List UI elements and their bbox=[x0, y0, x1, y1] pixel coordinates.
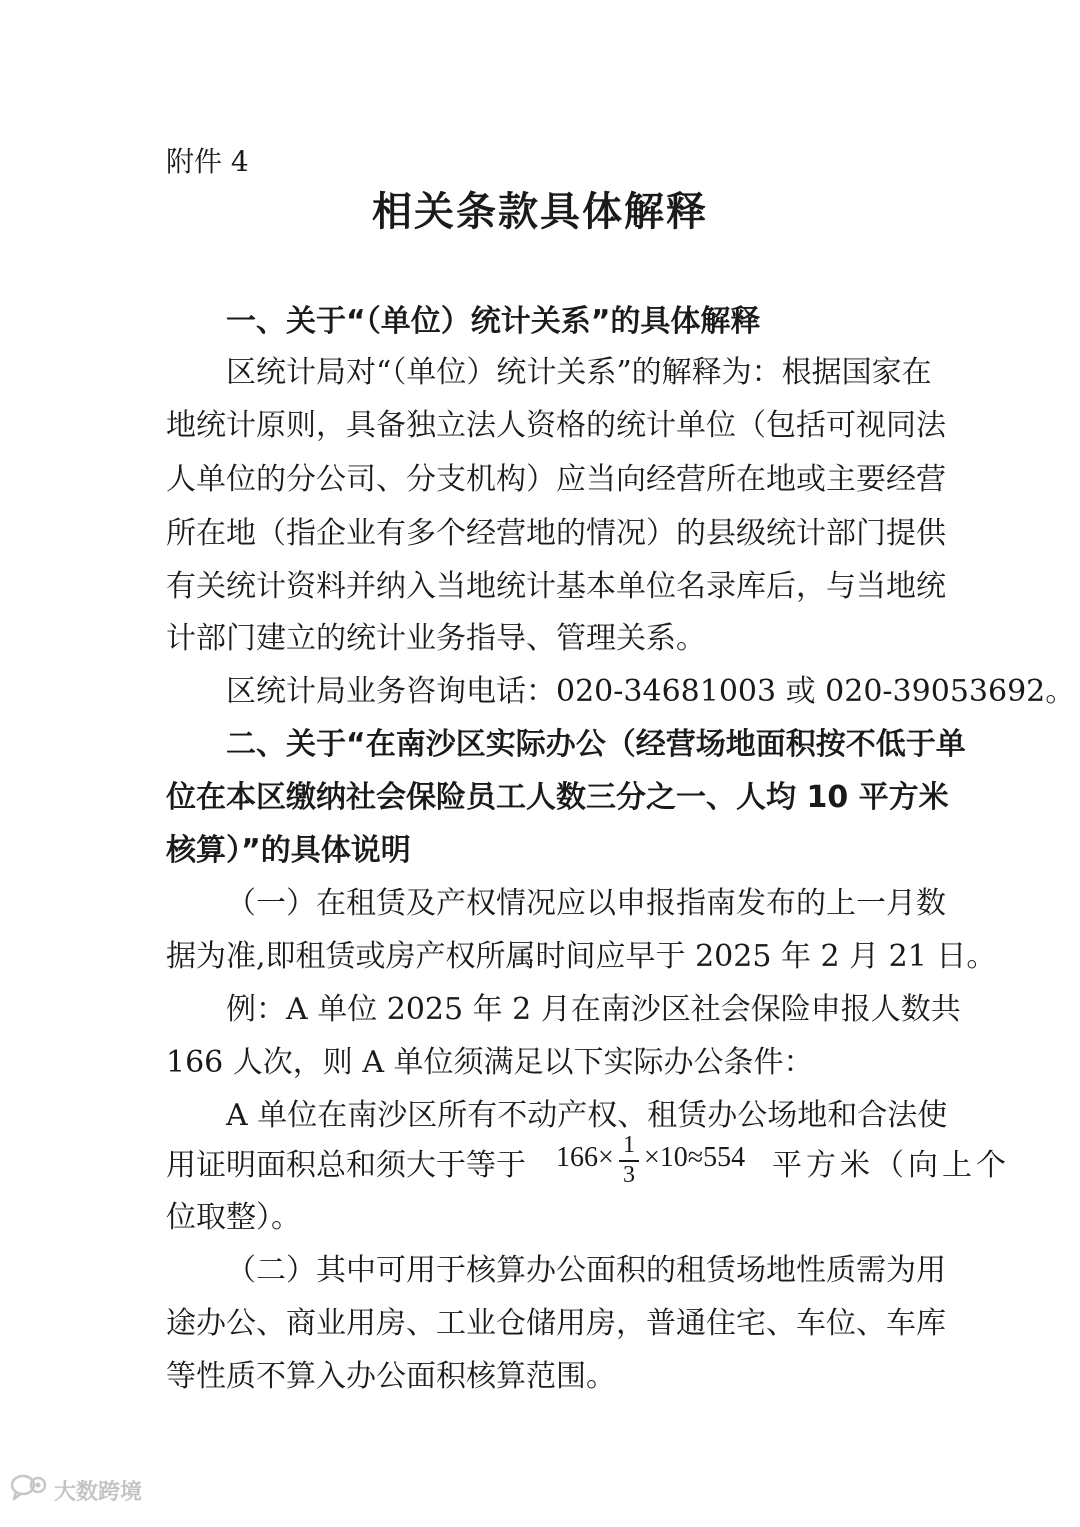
fraction-numerator: 1 bbox=[623, 1132, 635, 1158]
watermark bbox=[10, 1470, 142, 1510]
formula-line bbox=[166, 1132, 1010, 1192]
section2-heading-line: 位在本区缴纳社会保险员工人数三分之一、人均 10 平方米 bbox=[166, 780, 949, 815]
section1-paragraph-line: 人单位的分公司、分支机构）应当向经营所在地或主要经营 bbox=[166, 462, 946, 497]
attachment-label: 附件 4 bbox=[166, 145, 249, 178]
formula-left: 166× bbox=[556, 1142, 614, 1173]
item2-line: 途办公、商业用房、工业仓储用房，普通住宅、车位、车库 bbox=[166, 1306, 946, 1341]
section1-paragraph-line: 所在地（指企业有多个经营地的情况）的县级统计部门提供 bbox=[166, 516, 946, 551]
watermark-text: 大数跨境 bbox=[54, 1479, 143, 1505]
item2-line: （二）其中可用于核算办公面积的租赁场地性质需为用 bbox=[226, 1253, 946, 1288]
requirement-line: A 单位在南沙区所有不动产权、租赁办公场地和合法使 bbox=[226, 1098, 948, 1133]
requirement-line: 位取整）。 bbox=[166, 1200, 301, 1235]
chat-bubble-logo-icon bbox=[10, 1472, 50, 1508]
section1-paragraph-line: 计部门建立的统计业务指导、管理关系。 bbox=[166, 621, 706, 656]
formula-prefix: 用证明面积总和须大于等于 bbox=[166, 1148, 526, 1183]
formula-fraction bbox=[618, 1132, 640, 1190]
fraction-denominator: 3 bbox=[623, 1162, 635, 1188]
example-line: 166 人次，则 A 单位须满足以下实际办公条件： bbox=[166, 1045, 814, 1080]
document-title: 相关条款具体解释 bbox=[372, 189, 708, 235]
section1-paragraph-line: 有关统计资料并纳入当地统计基本单位名录库后，与当地统 bbox=[166, 569, 946, 604]
section1-paragraph-line: 区统计局对“（单位）统计关系”的解释为：根据国家在 bbox=[226, 355, 932, 390]
section2-heading-line: 二、关于“在南沙区实际办公（经营场地面积按不低于单 bbox=[226, 727, 966, 762]
section1-paragraph-line: 地统计原则，具备独立法人资格的统计单位（包括可视同法 bbox=[166, 408, 946, 443]
section2-heading-line: 核算）”的具体说明 bbox=[166, 833, 411, 868]
example-line: 例：A 单位 2025 年 2 月在南沙区社会保险申报人数共 bbox=[226, 992, 961, 1027]
item1-line: 据为准,即租赁或房产权所属时间应早于 2025 年 2 月 21 日。 bbox=[166, 939, 997, 974]
formula-suffix: 平方米（向上个 bbox=[772, 1148, 1010, 1183]
phone-line: 区统计局业务咨询电话：020-34681003 或 020-39053692。 bbox=[226, 674, 1076, 709]
section1-heading: 一、关于“（单位）统计关系”的具体解释 bbox=[226, 304, 761, 339]
item1-line: （一）在租赁及产权情况应以申报指南发布的上一月数 bbox=[226, 886, 946, 921]
formula-right: ×10≈554 bbox=[644, 1142, 746, 1173]
item2-line: 等性质不算入办公面积核算范围。 bbox=[166, 1359, 616, 1394]
